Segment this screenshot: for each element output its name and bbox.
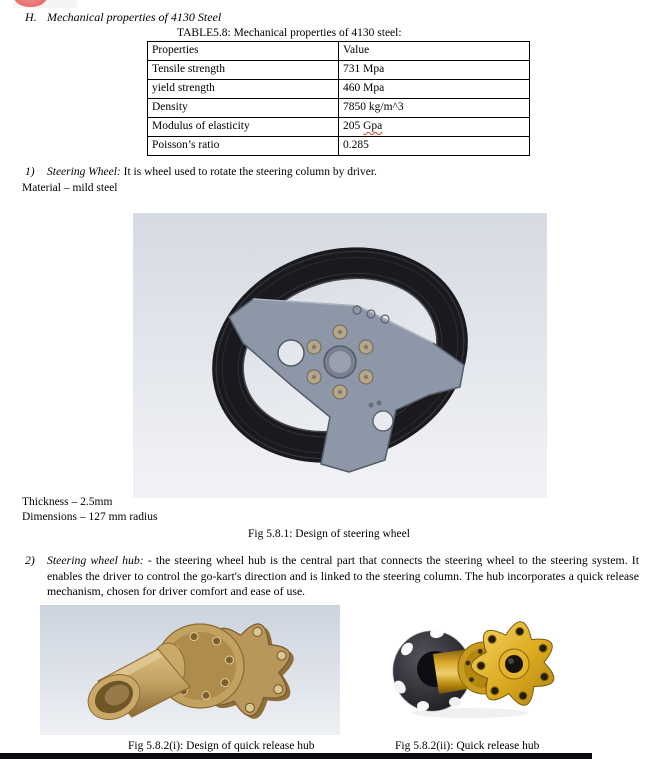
list-item-1 — [25, 166, 377, 178]
property-cell: Density — [148, 99, 339, 118]
table-header-row — [148, 42, 530, 61]
column-header-properties: Properties — [148, 42, 339, 61]
dimensions-note: Dimensions – 127 mm radius — [22, 511, 158, 523]
property-cell: yield strength — [148, 80, 339, 99]
value-cell: 205 Gpa — [339, 118, 530, 137]
value-cell: 731 Mpa — [339, 61, 530, 80]
table-row — [148, 118, 530, 137]
table-caption: TABLE5.8: Mechanical properties of 4130 steel: — [177, 27, 402, 39]
table-row — [148, 99, 530, 118]
fig-caption-5-8-1: Fig 5.8.1: Design of steering wheel — [248, 528, 410, 540]
value-cell: 7850 kg/m^3 — [339, 99, 530, 118]
item-lead: Steering wheel hub: — [47, 553, 144, 567]
properties-table — [147, 41, 530, 156]
misspelled-word: Gpa — [363, 120, 383, 132]
page-bottom-dark-strip — [0, 753, 592, 759]
table-row — [148, 61, 530, 80]
hub-photo-figure — [385, 607, 565, 722]
hub-cad-figure — [40, 605, 340, 735]
value-cell: 460 Mpa — [339, 80, 530, 99]
steering-wheel-figure — [133, 213, 547, 498]
table-row — [148, 80, 530, 99]
item-text: It is wheel used to rotate the steering column by driver. — [120, 166, 377, 178]
value-cell: 0.285 — [339, 137, 530, 156]
quick-release-hub-photo-image — [385, 607, 565, 722]
property-cell: Tensile strength — [148, 61, 339, 80]
item-number: 1) — [25, 166, 35, 178]
property-cell: Modulus of elasticity — [148, 118, 339, 137]
quick-release-hub-cad-image — [40, 605, 340, 735]
thickness-note: Thickness – 2.5mm — [22, 496, 113, 508]
section-title: Mechanical properties of 4130 Steel — [47, 10, 222, 24]
section-heading — [25, 10, 221, 25]
fig-caption-5-8-2ii: Fig 5.8.2(ii): Quick release hub — [395, 740, 540, 752]
properties-table-body — [148, 61, 530, 156]
steering-wheel-cad-image — [133, 213, 547, 498]
column-header-value: Value — [339, 42, 530, 61]
item-number: 2) — [25, 553, 35, 567]
item-lead: Steering Wheel: — [47, 166, 121, 178]
list-item-2 — [25, 553, 639, 600]
section-letter: H. — [25, 10, 37, 24]
fig-caption-5-8-2i: Fig 5.8.2(i): Design of quick release hub — [128, 740, 315, 752]
table-row — [148, 137, 530, 156]
item-text: - the steering wheel hub is the central part that connects the steering wheel to the steering system. It enables the driver to control the go-kart's direction and is linked to the steering column. The hub incorporates a quick release mechanism, chosen for driver comfort and ease of use. — [47, 553, 639, 599]
property-cell: Poisson’s ratio — [148, 137, 339, 156]
material-note: Material – mild steel — [22, 182, 118, 194]
